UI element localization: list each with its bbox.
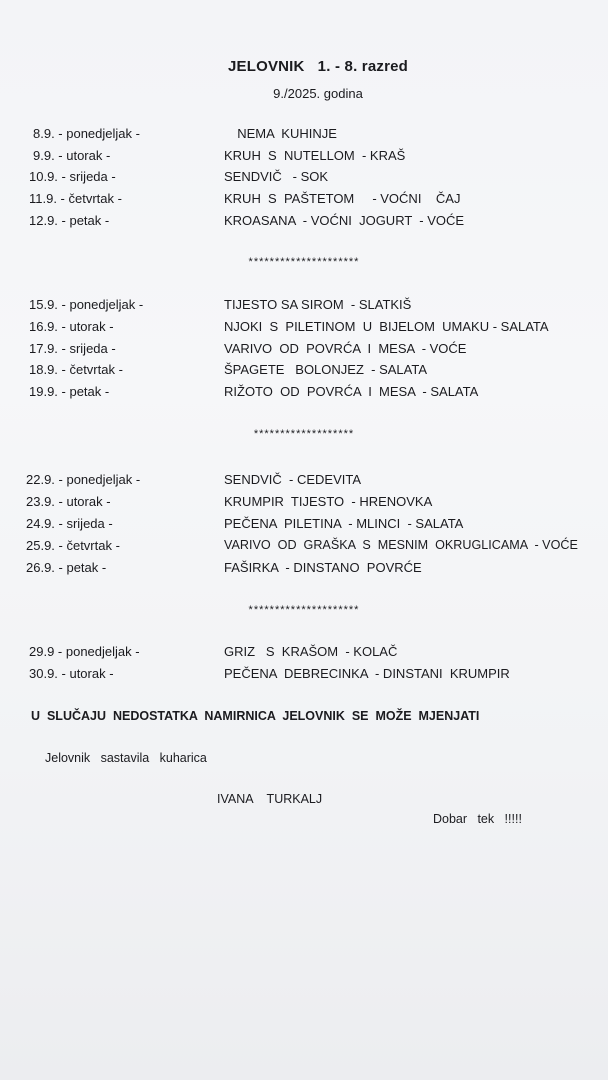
author-label: Jelovnik sastavila kuharica <box>45 751 207 765</box>
meal-text: KROASANA - VOĆNI JOGURT - VOĆE <box>224 213 465 228</box>
meal-text: VARIVO OD POVRĆA I MESA - VOĆE <box>224 341 467 356</box>
menu-subtitle: 9./2025. godina <box>273 86 363 101</box>
meal-text: SENDVIČ - SOK <box>224 169 329 184</box>
day-label: 19.9. - petak - <box>29 384 110 399</box>
menu-change-notice: U SLUČAJU NEDOSTATKA NAMIRNICA JELOVNIK SE MOŽE MJENJATI <box>31 709 480 723</box>
menu-row <box>0 644 608 664</box>
meal-text: NJOKI S PILETINOM U BIJELOM UMAKU - SALATA <box>224 319 549 334</box>
menu-row <box>0 516 608 536</box>
day-label: 11.9. - četvrtak - <box>29 191 122 206</box>
menu-row <box>0 148 608 168</box>
menu-row <box>0 666 608 686</box>
day-label: 23.9. - utorak - <box>26 494 111 509</box>
menu-row <box>0 472 608 492</box>
menu-row <box>0 494 608 514</box>
day-label: 30.9. - utorak - <box>29 666 114 681</box>
day-label: 9.9. - utorak - <box>33 148 111 163</box>
meal-text: KRUMPIR TIJESTO - HRENOVKA <box>224 494 433 509</box>
day-label: 24.9. - srijeda - <box>26 516 113 531</box>
menu-row <box>0 560 608 580</box>
menu-row <box>0 213 608 233</box>
menu-row <box>0 362 608 382</box>
meal-text: KRUH S PAŠTETOM - VOĆNI ČAJ <box>224 191 461 206</box>
meal-text: RIŽOTO OD POVRĆA I MESA - SALATA <box>224 384 479 399</box>
meal-text: FAŠIRKA - DINSTANO POVRĆE <box>224 560 422 575</box>
day-label: 16.9. - utorak - <box>29 319 114 334</box>
day-label: 15.9. - ponedjeljak - <box>29 297 144 312</box>
menu-row <box>0 319 608 339</box>
day-label: 12.9. - petak - <box>29 213 110 228</box>
meal-text: ŠPAGETE BOLONJEZ - SALATA <box>224 362 427 377</box>
closing-greeting: Dobar tek !!!!! <box>433 812 522 826</box>
meal-text: NEMA KUHINJE <box>230 126 337 141</box>
meal-text: SENDVIČ - CEDEVITA <box>224 472 362 487</box>
menu-row <box>0 384 608 404</box>
author-name: IVANA TURKALJ <box>217 792 323 806</box>
menu-row <box>0 538 608 558</box>
meal-text: TIJESTO SA SIROM - SLATKIŠ <box>224 297 412 312</box>
meal-text: VARIVO OD GRAŠKA S MESNIM OKRUGLICAMA - VOĆE <box>224 538 578 552</box>
menu-title: JELOVNIK 1. - 8. razred <box>227 58 409 75</box>
menu-row <box>0 341 608 361</box>
day-label: 18.9. - četvrtak - <box>29 362 123 377</box>
day-label: 29.9 - ponedjeljak - <box>29 644 140 659</box>
day-label: 26.9. - petak - <box>26 560 107 575</box>
menu-row <box>0 191 608 211</box>
meal-text: PEČENA DEBRECINKA - DINSTANI KRUMPIR <box>224 666 510 681</box>
week-separator: ********************* <box>248 604 360 616</box>
meal-text: PEČENA PILETINA - MLINCI - SALATA <box>224 516 464 531</box>
day-label: 10.9. - srijeda - <box>29 169 116 184</box>
day-label: 17.9. - srijeda - <box>29 341 116 356</box>
day-label: 25.9. - četvrtak - <box>26 538 120 553</box>
day-label: 22.9. - ponedjeljak - <box>26 472 141 487</box>
week-separator: ********************* <box>248 256 360 268</box>
menu-row <box>0 297 608 317</box>
week-separator: ******************* <box>253 428 355 440</box>
meal-text: GRIZ S KRAŠOM - KOLAČ <box>224 644 398 659</box>
menu-row <box>0 126 608 146</box>
menu-row <box>0 169 608 189</box>
meal-text: KRUH S NUTELLOM - KRAŠ <box>224 148 406 163</box>
day-label: 8.9. - ponedjeljak - <box>33 126 140 141</box>
